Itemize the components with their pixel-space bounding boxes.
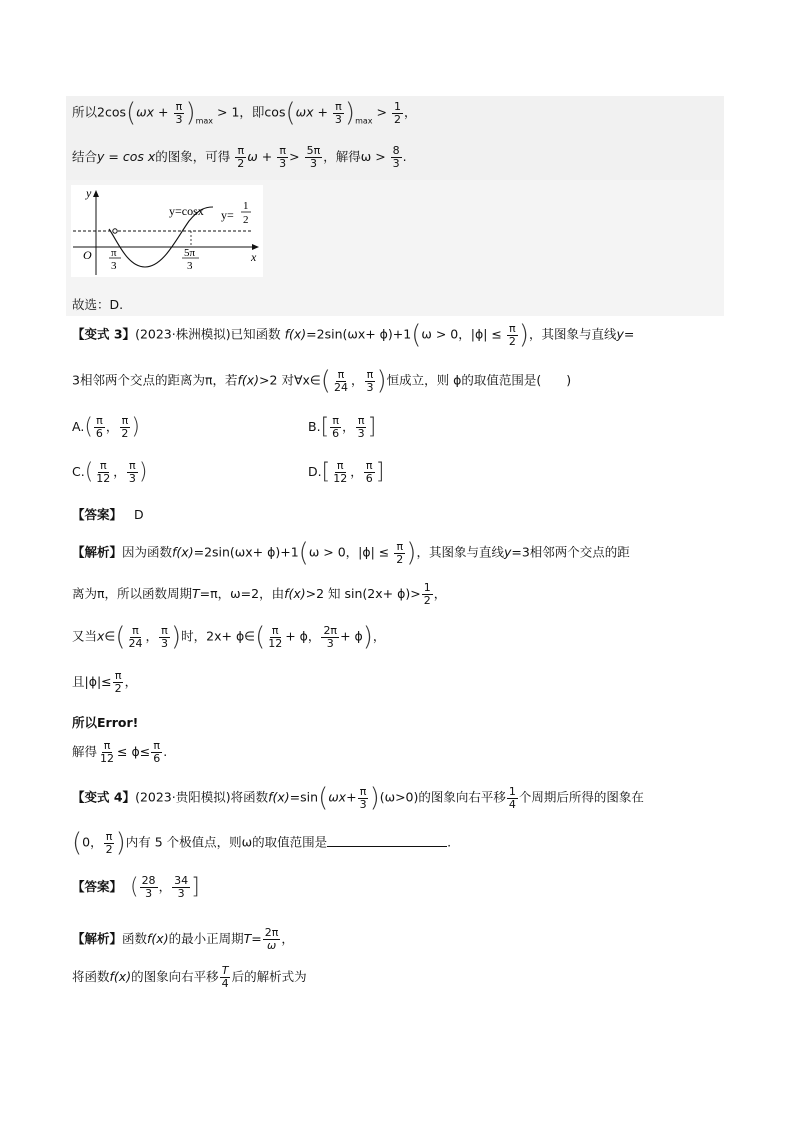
graph-hline-num: 1: [243, 200, 249, 212]
graph-hline-den: 2: [243, 214, 249, 226]
v4-answer: 【答案】 ( $\frac{28}{3}$ ， $\frac{34}{3}$ ]: [72, 874, 200, 900]
graph-tick1-den: 3: [111, 260, 117, 272]
v4-line-1: 【变式 4】(2023·贵阳模拟)将函数f(x)=sin(ωx+ $\frac{\pi}{3}$ )(ω>0)的图象向右平移 $\frac{1}{4}$ 个周期后所得的图象在: [72, 783, 644, 813]
option-a[interactable]: A.( $\frac{\pi}{6}$ ， $\frac{\pi}{2}$ ): [72, 414, 141, 440]
cosine-graph: [71, 185, 263, 277]
v3-jiexi-1: 【解析】因为函数f(x)=2sin(ωx+ ϕ)+1(ω > 0，|ϕ| ≤ $\frac{\pi}{2}$ )，其图象与直线y=3相邻两个交点的距: [72, 538, 630, 568]
option-b[interactable]: B.[ $\frac{\pi}{6}$ ， $\frac{\pi}{3}$ ]: [308, 414, 377, 440]
graph-x-label: x: [251, 250, 257, 264]
graph-tick2-num: 5π: [184, 247, 196, 259]
v3-line-2: 3相邻两个交点的距离为π，若f(x)>2 对∀x∈( $\frac{\pi}{24}$ ， $\frac{\pi}{3}$ )恒成立，则 ϕ的取值范围是( ): [72, 366, 572, 396]
v4-line-2: (0， $\frac{\pi}{2}$ )内有 5 个极值点，则ω的取值范围是 .: [72, 828, 452, 858]
v3-jiexi-4: 且|ϕ|≤ $\frac{\pi}{2}$ ，: [72, 669, 138, 695]
v4-jiexi-1: 【解析】函数f(x)的最小正周期T= $\frac{2\pi}{\omega}$ ，: [72, 926, 294, 952]
graph-tick2-den: 3: [187, 260, 193, 272]
top-line-1: 所以2cos(ωx + $\frac{\pi}{3}$ )$_{max} > 1$，即cos(ωx + $\frac{\pi}{3}$ )$_{max}$ > $\frac{1}{2}$ ，: [72, 98, 417, 128]
top-line-2: 结合y = cos x的图象，可得 $\frac{\pi}{2}$ ω + $\frac{\pi}{3}$ > $\frac{5\pi}{3}$ ，解得ω > $\frac{8}{3}$ .: [72, 144, 407, 170]
graph-hline-label: y=: [221, 208, 234, 222]
option-d[interactable]: D.[ $\frac{\pi}{12}$ ， $\frac{\pi}{6}$ ]: [308, 459, 385, 485]
open-point: [113, 229, 117, 233]
v3-jiexi-3: 又当x∈( $\frac{\pi}{24}$ ， $\frac{\pi}{3}$ )时，2x+ ϕ∈( $\frac{\pi}{12}$ + ϕ， $\frac{2\pi}{3}$ + ϕ)，: [72, 622, 386, 652]
option-c[interactable]: C.( $\frac{\pi}{12}$ ， $\frac{\pi}{3}$ ): [72, 459, 148, 485]
v3-answer: 【答案】 D: [72, 507, 144, 522]
v4-jiexi-2: 将函数f(x)的图象向右平移 $\frac{T}{4}$ 后的解析式为: [72, 964, 307, 990]
graph-curve-label: y=cosx: [169, 204, 204, 218]
v3-jiexi-2: 离为π，所以函数周期T=π，ω=2，由f(x)>2 知 sin(2x+ ϕ)> $\frac{1}{2}$ ，: [72, 581, 447, 607]
answer-blank[interactable]: [327, 836, 447, 847]
graph-origin-label: O: [83, 248, 92, 262]
choose-line: 故选：D.: [72, 297, 124, 312]
graph-tick1-num: π: [111, 247, 117, 259]
v3-jiexi-5: 所以Error!: [72, 715, 139, 730]
graph-y-label: y: [86, 186, 92, 200]
v3-line-1: 【变式 3】(2023·株洲模拟)已知函数 f(x)=2sin(ωx+ ϕ)+1(ω > 0，|ϕ| ≤ $\frac{\pi}{2}$ )，其图象与直线y=: [72, 320, 635, 350]
v3-jiexi-6: 解得 $\frac{\pi}{12}$ ≤ ϕ≤ $\frac{\pi}{6}$ .: [72, 739, 168, 765]
